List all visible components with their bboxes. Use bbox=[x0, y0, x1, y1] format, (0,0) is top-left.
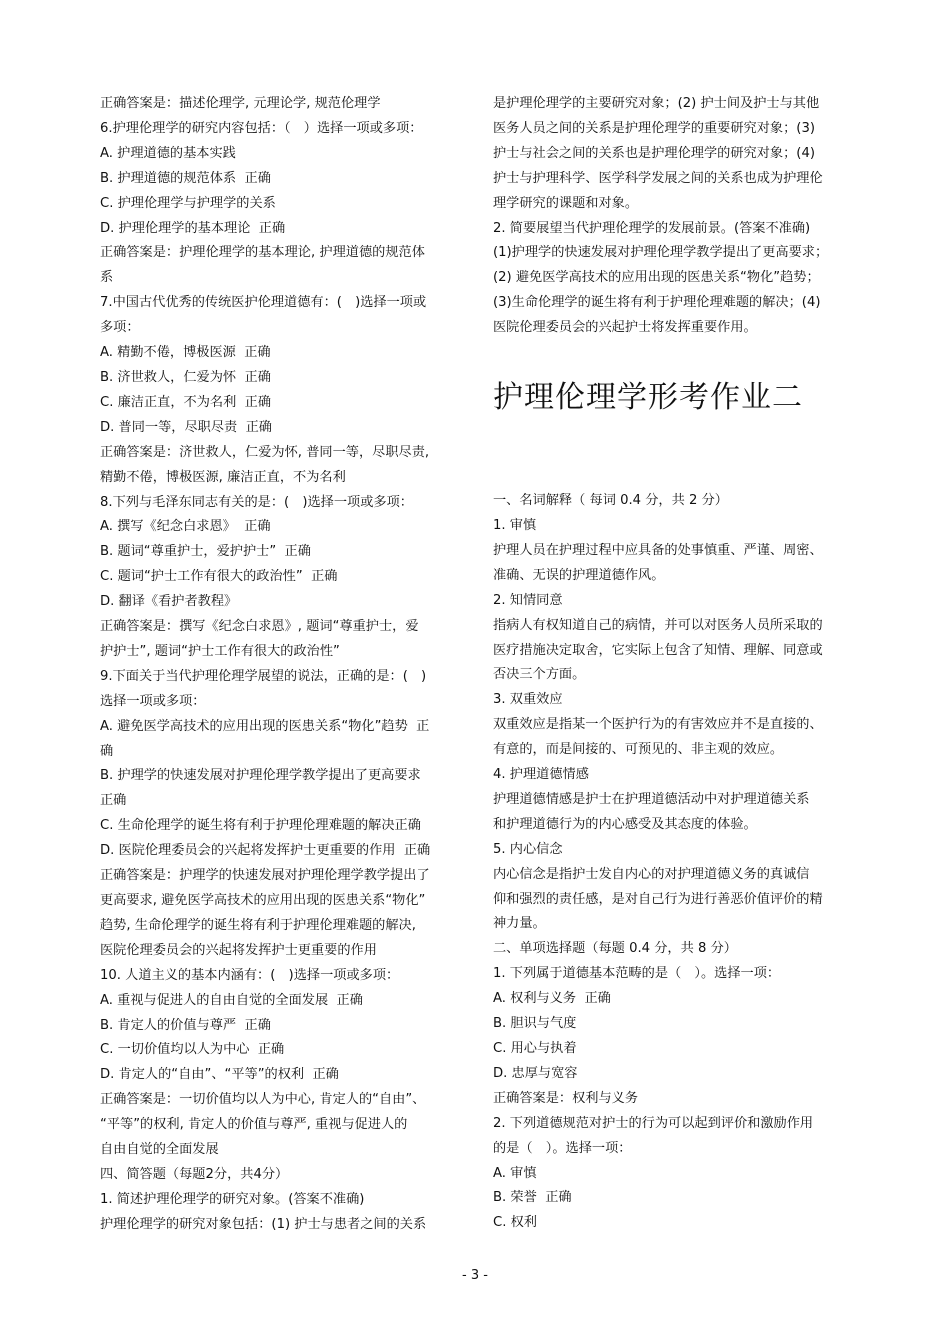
left-column bbox=[100, 92, 468, 1238]
text-line: “平等”的权利, 肯定人的价值与尊严, 重视与促进人的 bbox=[100, 1117, 408, 1133]
text-line: 一、名词解释（ 每词 0.4 分，共 2 分） bbox=[493, 493, 728, 509]
text-line: D. 护理伦理学的基本理论 正确 bbox=[100, 220, 286, 236]
text-line: 准确、无误的护理道德作风。 bbox=[493, 567, 665, 583]
text-line: D. 普同一等，尽职尽责 正确 bbox=[100, 419, 272, 435]
text-line: B. 题词“尊重护士，爱护护士” 正确 bbox=[100, 544, 311, 560]
text-line: 理学研究的课题和对象。 bbox=[493, 195, 639, 211]
text-line: 正确答案是：描述伦理学, 元理论学, 规范伦理学 bbox=[100, 96, 381, 111]
text-line: A. 撰写《纪念白求恩》 正确 bbox=[100, 519, 271, 535]
section-title: 护理伦理学形考作业二 bbox=[493, 380, 803, 416]
text-line: 精勤不倦，博极医源, 廉洁正直，不为名利 bbox=[100, 469, 346, 485]
text-line: 7.中国古代优秀的传统医护伦理道德有：( )选择一项或 bbox=[100, 295, 427, 311]
text-line: 2. 下列道德规范对护士的行为可以起到评价和激励作用 bbox=[493, 1115, 814, 1131]
text-line: B. 荣誉 正确 bbox=[493, 1190, 572, 1206]
text-line: 护理伦理学的研究对象包括：(1) 护士与患者之间的关系 bbox=[100, 1216, 427, 1232]
text-line: (3)生命伦理学的诞生将有利于护理伦理难题的解决；(4) bbox=[493, 295, 821, 311]
text-line: 1. 审慎 bbox=[493, 517, 537, 533]
text-line: 8.下列与毛泽东同志有关的是：( )选择一项或多项： bbox=[100, 494, 413, 510]
text-line: 护理人员在护理过程中应具备的处事慎重、严谨、周密、 bbox=[493, 542, 823, 558]
text-line: 1. 下列属于道德基本范畴的是（ ）。选择一项： bbox=[493, 966, 781, 982]
text-line: 指病人有权知道自己的病情，并可以对医务人员所采取的 bbox=[493, 617, 823, 633]
text-line: 医务人员之间的关系是护理伦理学的重要研究对象；(3) bbox=[493, 120, 815, 136]
text-line: 5. 内心信念 bbox=[493, 841, 563, 857]
text-line: A. 审慎 bbox=[493, 1165, 537, 1181]
text-line: 3. 双重效应 bbox=[493, 692, 563, 708]
text-line: 6.护理伦理学的研究内容包括：（ ）选择一项或多项： bbox=[100, 120, 423, 136]
text-line: 医院伦理委员会的兴起将发挥护士更重要的作用 bbox=[100, 942, 377, 958]
text-line: C. 题词“护士工作有很大的政治性” 正确 bbox=[100, 569, 338, 585]
text-line: 仰和强烈的责任感，是对自己行为进行善恶价值评价的精 bbox=[493, 891, 823, 907]
text-line: 趋势, 生命伦理学的诞生将有利于护理伦理难题的解决, bbox=[100, 917, 416, 933]
text-line: 正确答案是：护理学的快速发展对护理伦理学教学提出了 bbox=[100, 868, 430, 884]
text-line: 否决三个方面。 bbox=[493, 667, 586, 683]
text-line: A. 护理道德的基本实践 bbox=[100, 145, 236, 161]
text-line: 2. 知情同意 bbox=[493, 592, 563, 608]
text-line: (1)护理学的快速发展对护理伦理学教学提出了更高要求； bbox=[493, 245, 829, 261]
text-line: 选择一项或多项： bbox=[100, 693, 206, 709]
text-line: (2) 避免医学高技术的应用出现的医患关系“物化”趋势； bbox=[493, 270, 820, 286]
text-line: 2. 简要展望当代护理伦理学的发展前景。(答案不准确) bbox=[493, 220, 811, 236]
text-line: 9.下面关于当代护理伦理学展望的说法，正确的是：( ) bbox=[100, 668, 427, 684]
text-line: D. 肯定人的“自由”、“平等”的权利 正确 bbox=[100, 1067, 339, 1083]
right-top-block bbox=[493, 92, 853, 341]
text-line: 护士与护理科学、医学科学发展之间的关系也成为护理伦 bbox=[493, 170, 823, 186]
text-line: A. 精勤不倦，博极医源 正确 bbox=[100, 345, 271, 361]
text-line: 正确答案是：护理伦理学的基本理论, 护理道德的规范体 bbox=[100, 245, 425, 261]
text-line: C. 生命伦理学的诞生将有利于护理伦理难题的解决正确 bbox=[100, 818, 421, 834]
text-line: C. 廉洁正直，不为名利 正确 bbox=[100, 394, 272, 410]
text-line: 四、简答题（每题2分，共4分） bbox=[100, 1166, 289, 1182]
text-line: 正确答案是：一切价值均以人为中心, 肯定人的“自由”、 bbox=[100, 1092, 426, 1108]
text-line: 更高要求, 避免医学高技术的应用出现的医患关系“物化” bbox=[100, 893, 426, 908]
text-line: C. 权利 bbox=[493, 1215, 537, 1231]
text-line: B. 护理道德的规范体系 正确 bbox=[100, 170, 271, 186]
text-line: B. 肯定人的价值与尊严 正确 bbox=[100, 1017, 271, 1033]
text-line: 的是（ ）。选择一项： bbox=[493, 1140, 632, 1156]
text-line: C. 一切价值均以人为中心 正确 bbox=[100, 1042, 285, 1058]
text-line: A. 避免医学高技术的应用出现的医患关系“物化”趋势 正 bbox=[100, 718, 430, 734]
text-line: 多项： bbox=[100, 320, 140, 336]
text-line: C. 护理伦理学与护理学的关系 bbox=[100, 195, 276, 211]
text-line: 正确答案是：济世救人，仁爱为怀, 普同一等，尽职尽责, bbox=[100, 444, 430, 460]
text-line: 神力量。 bbox=[493, 916, 546, 932]
text-line: 4. 护理道德情感 bbox=[493, 767, 589, 783]
text-line: 二、单项选择题（每题 0.4 分，共 8 分） bbox=[493, 941, 737, 957]
right-bottom-block bbox=[493, 489, 853, 1236]
text-line: 护护士”, 题词“护士工作有很大的政治性” bbox=[100, 643, 340, 659]
page-number: - 3 - bbox=[462, 1268, 488, 1283]
text-line: 医院伦理委员会的兴起护士将发挥重要作用。 bbox=[493, 320, 757, 336]
text-line: 正确答案是：撰写《纪念白求恩》, 题词“尊重护士，爱 bbox=[100, 619, 419, 635]
text-line: D. 医院伦理委员会的兴起将发挥护士更重要的作用 正确 bbox=[100, 843, 431, 859]
text-line: A. 重视与促进人的自由自觉的全面发展 正确 bbox=[100, 992, 363, 1008]
text-line: 有意的，而是间接的、可预见的、非主观的效应。 bbox=[493, 742, 784, 758]
text-line: 正确 bbox=[100, 793, 127, 809]
text-line: C. 用心与执着 bbox=[493, 1041, 577, 1056]
text-line: 正确答案是：权利与义务 bbox=[493, 1090, 639, 1106]
text-line: 和护理道德行为的内心感受及其态度的体验。 bbox=[493, 816, 757, 832]
text-line: D. 翻译《看护者教程》 bbox=[100, 594, 238, 610]
text-line: D. 忠厚与宽容 bbox=[493, 1065, 578, 1081]
text-line: 医疗措施决定取舍，它实际上包含了知情、理解、同意或 bbox=[493, 642, 823, 658]
text-line: B. 济世救人，仁爱为怀 正确 bbox=[100, 369, 271, 385]
right-column bbox=[493, 92, 853, 1236]
text-line: B. 胆识与气度 bbox=[493, 1016, 577, 1032]
text-line: 自由自觉的全面发展 bbox=[100, 1142, 219, 1158]
text-line: 系 bbox=[100, 270, 114, 286]
text-line: 是护理伦理学的主要研究对象；(2) 护士间及护士与其他 bbox=[493, 96, 820, 111]
text-line: 双重效应是指某一个医护行为的有害效应并不是直接的、 bbox=[493, 717, 823, 733]
text-line: A. 权利与义务 正确 bbox=[493, 991, 611, 1007]
text-line: 1. 简述护理伦理学的研究对象。(答案不准确) bbox=[100, 1191, 365, 1207]
text-line: B. 护理学的快速发展对护理伦理学教学提出了更高要求 bbox=[100, 768, 421, 784]
text-line: 内心信念是指护士发自内心的对护理道德义务的真诚信 bbox=[493, 866, 810, 882]
text-line: 护理道德情感是护士在护理道德活动中对护理道德关系 bbox=[493, 791, 810, 807]
text-line: 10. 人道主义的基本内涵有：( )选择一项或多项： bbox=[100, 967, 400, 983]
text-line: 护士与社会之间的关系也是护理伦理学的研究对象；(4) bbox=[493, 145, 815, 161]
text-line: 确 bbox=[100, 743, 114, 759]
